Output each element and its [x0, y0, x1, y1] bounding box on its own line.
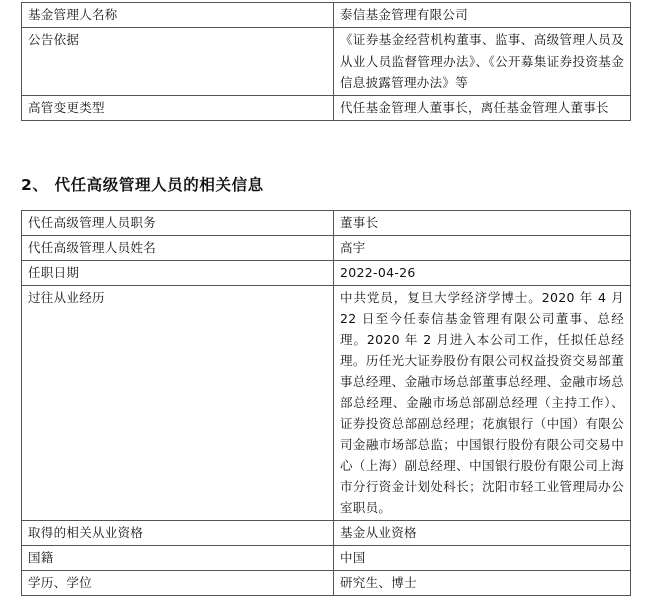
- row-label: 代任高级管理人员职务: [22, 211, 334, 236]
- row-label: 代任高级管理人员姓名: [22, 236, 334, 261]
- row-value: 基金从业资格: [334, 521, 631, 546]
- table-row: [22, 546, 631, 571]
- row-label: 取得的相关从业资格: [22, 521, 334, 546]
- table-row: [22, 236, 631, 261]
- row-value: 代任基金管理人董事长，离任基金管理人董事长: [334, 96, 631, 121]
- row-value: 泰信基金管理有限公司: [334, 3, 631, 28]
- row-label: 过往从业经历: [22, 286, 334, 521]
- row-label: 公告依据: [22, 28, 334, 96]
- row-value: 董事长: [334, 211, 631, 236]
- table-row: [22, 261, 631, 286]
- table-row: [22, 28, 631, 96]
- table-row: [22, 3, 631, 28]
- row-label: 高管变更类型: [22, 96, 334, 121]
- table-row: [22, 211, 631, 236]
- row-value: 2022-04-26: [334, 261, 631, 286]
- table-row: [22, 571, 631, 596]
- row-label: 学历、学位: [22, 571, 334, 596]
- row-value: 中国: [334, 546, 631, 571]
- row-value: 高宇: [334, 236, 631, 261]
- table-row: [22, 96, 631, 121]
- row-label: 任职日期: [22, 261, 334, 286]
- row-label: 国籍: [22, 546, 334, 571]
- table-row: [22, 521, 631, 546]
- officer-info-table: [21, 210, 631, 596]
- row-label: 基金管理人名称: [22, 3, 334, 28]
- row-value: 研究生、博士: [334, 571, 631, 596]
- row-value: 《证券基金经营机构董事、监事、高级管理人员及从业人员监督管理办法》、《公开募集证券投资基金信息披露管理办法》等: [334, 28, 631, 96]
- table-row: [22, 286, 631, 521]
- row-value: 中共党员，复旦大学经济学博士。2020 年 4 月 22 日至今任泰信基金管理有限公司董事、总经理。2020 年 2 月进入本公司工作，任拟任总经理。历任光大证券股份有限公司权益投资交易部董事总经理、金融市场总部董事总经理、金融市场总部总经理、金融市场总部副总经理（主持工作）、证券投资总部副总经理；花旗银行（中国）有限公司金融市场部总监；中国银行股份有限公司交易中心（上海）副总经理、中国银行股份有限公司上海市分行资金计划处科长；沈阳市轻工业管理局办公室职员。: [334, 286, 631, 521]
- announcement-info-table: [21, 2, 631, 121]
- section-heading: 2、 代任高级管理人员的相关信息: [21, 176, 264, 194]
